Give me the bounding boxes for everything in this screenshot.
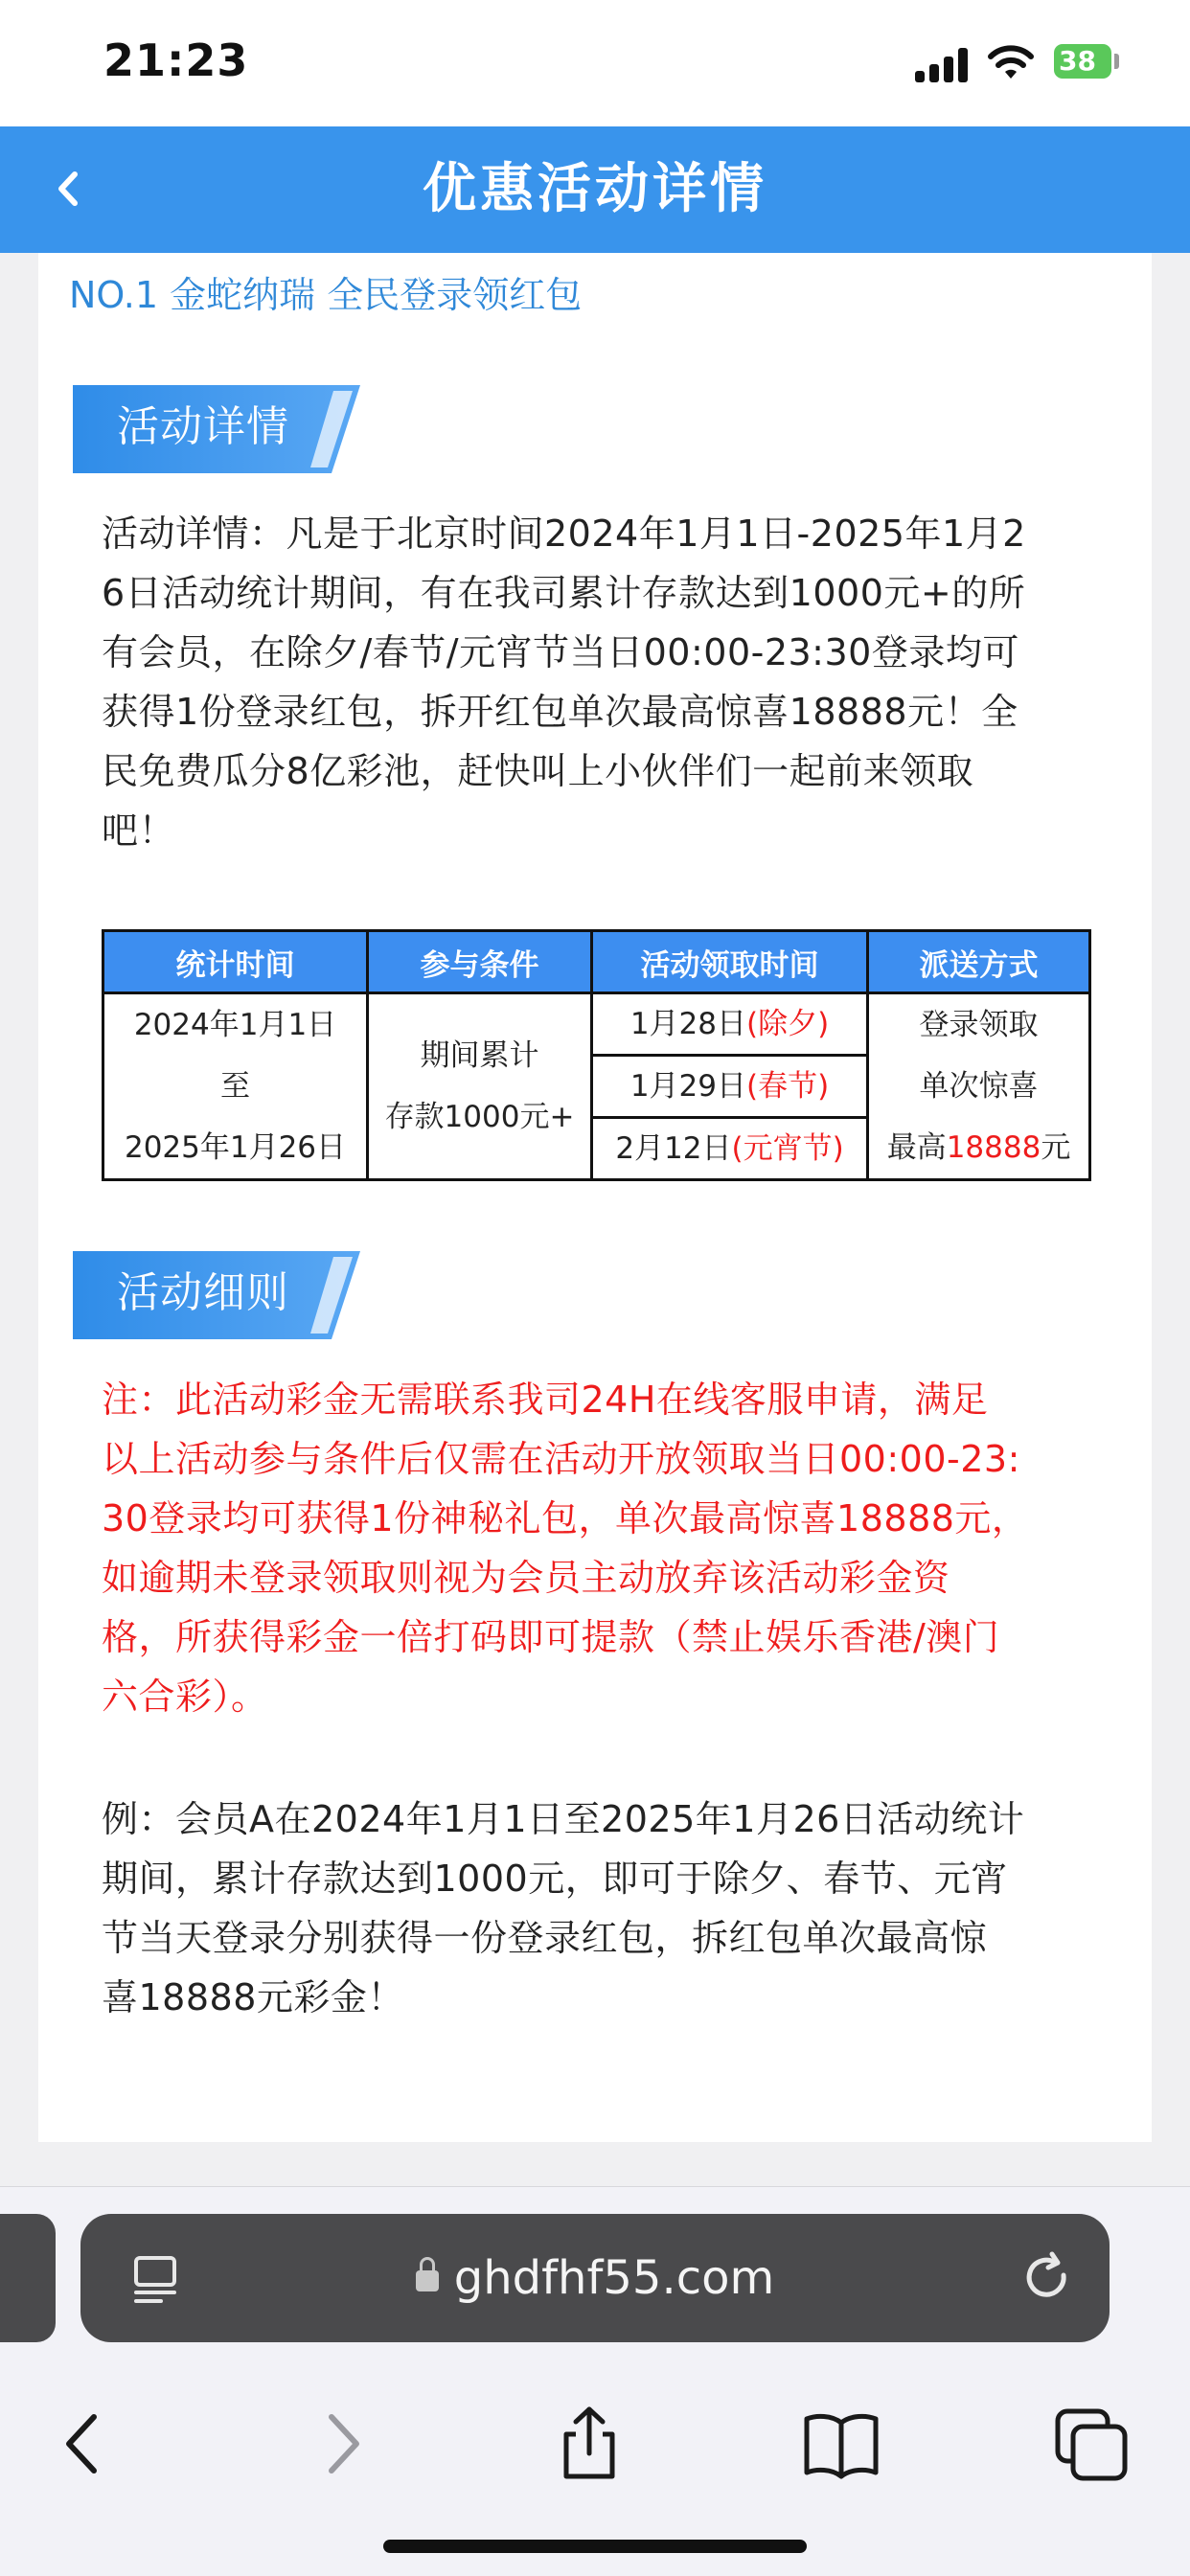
claim-date: 2月12日 bbox=[615, 1131, 732, 1166]
note-line: 以上活动参与条件后仅需在活动开放领取当日00:00-23: bbox=[102, 1438, 1020, 1480]
table-row bbox=[103, 993, 1090, 1056]
example-line: 喜18888元彩金！ bbox=[102, 1976, 404, 2018]
example-line: 例：会员A在2024年1月1日至2025年1月26日活动统计 bbox=[102, 1798, 1025, 1840]
detail-line: 活动详情：凡是于北京时间2024年1月1日-2025年1月2 bbox=[102, 513, 1026, 555]
claim-date-cell bbox=[592, 1056, 868, 1118]
claim-date-cell bbox=[592, 993, 868, 1056]
table-header-cell: 参与条件 bbox=[368, 931, 592, 993]
status-time: 21:23 bbox=[103, 34, 249, 86]
battery-icon bbox=[1054, 44, 1111, 79]
lock-icon bbox=[416, 2270, 439, 2291]
url-display[interactable] bbox=[80, 2250, 1110, 2306]
promo-subtitle: NO.1 金蛇纳瑞 全民登录领红包 bbox=[69, 274, 583, 316]
promo-schedule-table bbox=[102, 929, 1091, 1181]
table-header-cell: 统计时间 bbox=[103, 931, 368, 993]
cellular-signal-icon bbox=[915, 48, 969, 82]
note-line: 如逾期未登录领取则视为会员主动放弃该活动彩金资 bbox=[102, 1557, 950, 1599]
condition-cell bbox=[368, 993, 592, 1180]
claim-date: 1月28日 bbox=[629, 1007, 746, 1041]
browser-nav bbox=[0, 2405, 1190, 2492]
condition-line: 存款1000元+ bbox=[384, 1100, 575, 1134]
detail-paragraph bbox=[102, 504, 1088, 860]
back-icon[interactable] bbox=[46, 2405, 123, 2482]
browser-toolbar bbox=[0, 2186, 1190, 2576]
url-text: ghdfhf55.com bbox=[453, 2251, 775, 2305]
delivery-line: 单次惊喜 bbox=[919, 1069, 1039, 1104]
battery-level: 38 bbox=[1059, 45, 1096, 77]
share-icon[interactable] bbox=[551, 2405, 628, 2482]
status-bar bbox=[0, 0, 1190, 126]
note-line: 格，所获得彩金一倍打码即可提款（禁止娱乐香港/澳门 bbox=[102, 1616, 1000, 1658]
table-header-cell: 派送方式 bbox=[868, 931, 1090, 993]
section-title-rules: 活动细则 bbox=[117, 1268, 289, 1317]
note-line: 注：此活动彩金无需联系我司24H在线客服申请，满足 bbox=[102, 1379, 989, 1421]
example-line: 节当天登录分别获得一份登录红包，拆红包单次最高惊 bbox=[102, 1917, 988, 1959]
condition-line: 期间累计 bbox=[420, 1038, 539, 1073]
app-header bbox=[0, 126, 1190, 253]
delivery-prefix: 最高 bbox=[886, 1130, 947, 1165]
note-line: 六合彩）。 bbox=[102, 1676, 268, 1718]
page-title: 优惠活动详情 bbox=[423, 158, 767, 220]
previous-tab-preview[interactable] bbox=[0, 2214, 56, 2342]
note-paragraph bbox=[102, 1370, 1088, 1726]
delivery-suffix: 元 bbox=[1041, 1130, 1071, 1165]
battery-cap bbox=[1114, 54, 1119, 69]
claim-holiday: (元宵节) bbox=[731, 1131, 844, 1166]
forward-icon[interactable] bbox=[303, 2405, 379, 2482]
delivery-amount: 18888 bbox=[946, 1130, 1041, 1165]
home-indicator bbox=[383, 2540, 807, 2553]
promo-content bbox=[38, 253, 1152, 2142]
delivery-cell bbox=[868, 993, 1090, 1180]
claim-holiday: (除夕) bbox=[745, 1007, 830, 1041]
table-header-row bbox=[103, 931, 1090, 993]
detail-line: 民免费瓜分8亿彩池，赶快叫上小伙伴们一起前来领取 bbox=[102, 750, 974, 792]
address-bar[interactable] bbox=[80, 2214, 1110, 2342]
section-title-details: 活动详情 bbox=[117, 402, 289, 451]
claim-date: 1月29日 bbox=[629, 1069, 746, 1104]
detail-line: 吧！ bbox=[102, 809, 176, 852]
period-cell bbox=[103, 993, 368, 1180]
delivery-line bbox=[869, 1117, 1088, 1178]
period-to: 至 bbox=[220, 1069, 250, 1104]
period-start: 2024年1月1日 bbox=[133, 1008, 337, 1042]
claim-holiday: (春节) bbox=[745, 1069, 830, 1104]
example-line: 期间，累计存款达到1000元，即可于除夕、春节、元宵 bbox=[102, 1858, 1008, 1900]
claim-date-cell bbox=[592, 1118, 868, 1180]
example-paragraph bbox=[102, 1790, 1088, 2027]
detail-line: 有会员，在除夕/春节/元宵节当日00:00-23:30登录均可 bbox=[102, 631, 1019, 673]
bookmarks-icon[interactable] bbox=[803, 2405, 880, 2482]
detail-line: 获得1份登录红包，拆开红包单次最高惊喜18888元！全 bbox=[102, 691, 1018, 733]
note-line: 30登录均可获得1份神秘礼包，单次最高惊喜18888元， bbox=[102, 1497, 1029, 1539]
detail-line: 6日活动统计期间，有在我司累计存款达到1000元+的所 bbox=[102, 572, 1026, 614]
reload-icon[interactable] bbox=[1019, 2250, 1075, 2306]
table-header-cell: 活动领取时间 bbox=[592, 931, 868, 993]
period-end: 2025年1月26日 bbox=[124, 1130, 347, 1165]
delivery-line: 登录领取 bbox=[919, 1008, 1039, 1042]
tabs-icon[interactable] bbox=[1054, 2405, 1131, 2482]
wifi-icon bbox=[987, 40, 1035, 82]
section-tag-details bbox=[73, 385, 360, 473]
section-tag-rules bbox=[73, 1251, 360, 1339]
